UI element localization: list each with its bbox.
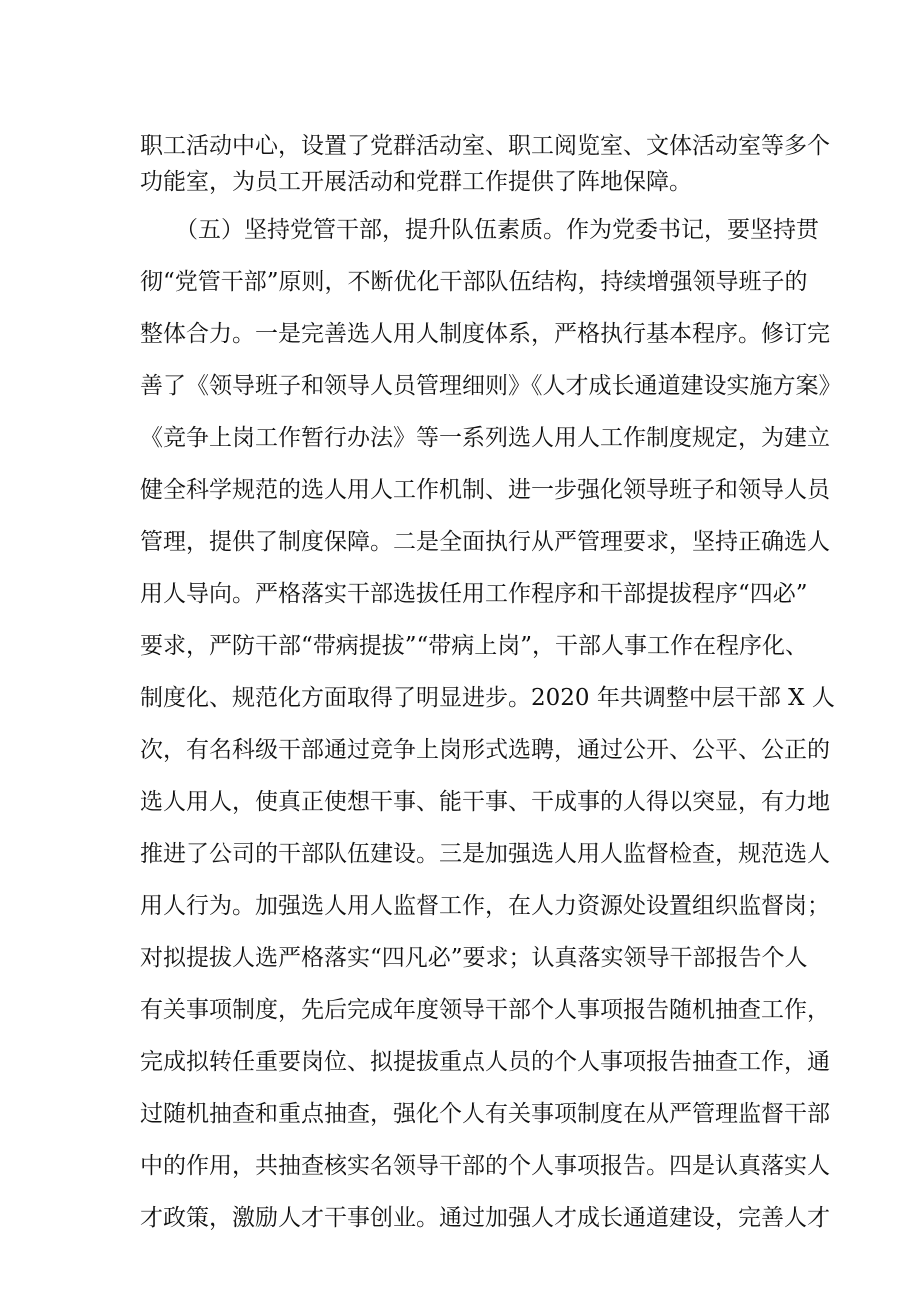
text-line-9: 管理，提供了制度保障。二是全面执行从严管理要求，坚持正确选人 bbox=[140, 529, 830, 555]
text-line-1: 职工活动中心，设置了党群活动室、职工阅览室、文体活动室等多个 bbox=[140, 133, 830, 159]
text-line-11: 要求，严防干部“带病提拔”“带病上岗”，干部人事工作在程序化、 bbox=[140, 633, 809, 659]
text-line-5: 整体合力。一是完善选人用人制度体系，严格执行基本程序。修订完 bbox=[140, 321, 830, 347]
text-line-8: 健全科学规范的选人用人工作机制、进一步强化领导班子和领导人员 bbox=[140, 477, 830, 503]
text-line-17: 对拟提拔人选严格落实“四凡必”要求；认真落实领导干部报告个人 bbox=[140, 945, 808, 971]
text-line-19: 完成拟转任重要岗位、拟提拔重点人员的个人事项报告抽查工作，通 bbox=[140, 1049, 830, 1075]
text-line-14: 选人用人，使真正使想干事、能干事、干成事的人得以突显，有力地 bbox=[140, 789, 830, 815]
text-line-4: 彻“党管干部”原则，不断优化干部队伍结构，持续增强领导班子的 bbox=[140, 269, 808, 295]
text-line-13: 次，有名科级干部通过竞争上岗形式选聘，通过公开、公平、公正的 bbox=[140, 737, 830, 763]
text-line-2: 功能室，为员工开展活动和党群工作提供了阵地保障。 bbox=[140, 169, 692, 195]
text-line-15: 推进了公司的干部队伍建设。三是加强选人用人监督检查，规范选人 bbox=[140, 841, 830, 867]
text-line-18: 有关事项制度，先后完成年度领导干部个人事项报告随机抽查工作， bbox=[140, 997, 830, 1023]
text-line-6: 善了《领导班子和领导人员管理细则》《人才成长通道建设实施方案》 bbox=[140, 373, 842, 399]
text-line-7: 《竞争上岗工作暂行办法》等一系列选人用人工作制度规定，为建立 bbox=[140, 425, 830, 451]
text-line-10: 用人导向。严格落实干部选拔任用工作程序和干部提拔程序“四必” bbox=[140, 581, 808, 607]
text-line-21: 中的作用，共抽查核实名领导干部的个人事项报告。四是认真落实人 bbox=[140, 1153, 830, 1179]
text-line-22: 才政策，激励人才干事创业。通过加强人才成长通道建设，完善人才 bbox=[140, 1205, 830, 1231]
text-line-20: 过随机抽查和重点抽查，强化个人有关事项制度在从严管理监督干部 bbox=[140, 1101, 830, 1127]
text-line-16: 用人行为。加强选人用人监督工作，在人力资源处设置组织监督岗； bbox=[140, 893, 830, 919]
text-line-12: 制度化、规范化方面取得了明显进步。2020 年共调整中层干部 X 人 bbox=[140, 685, 835, 711]
section-heading-line: （五）坚持党管干部，提升队伍素质。作为党委书记，要坚持贯 bbox=[175, 217, 819, 243]
